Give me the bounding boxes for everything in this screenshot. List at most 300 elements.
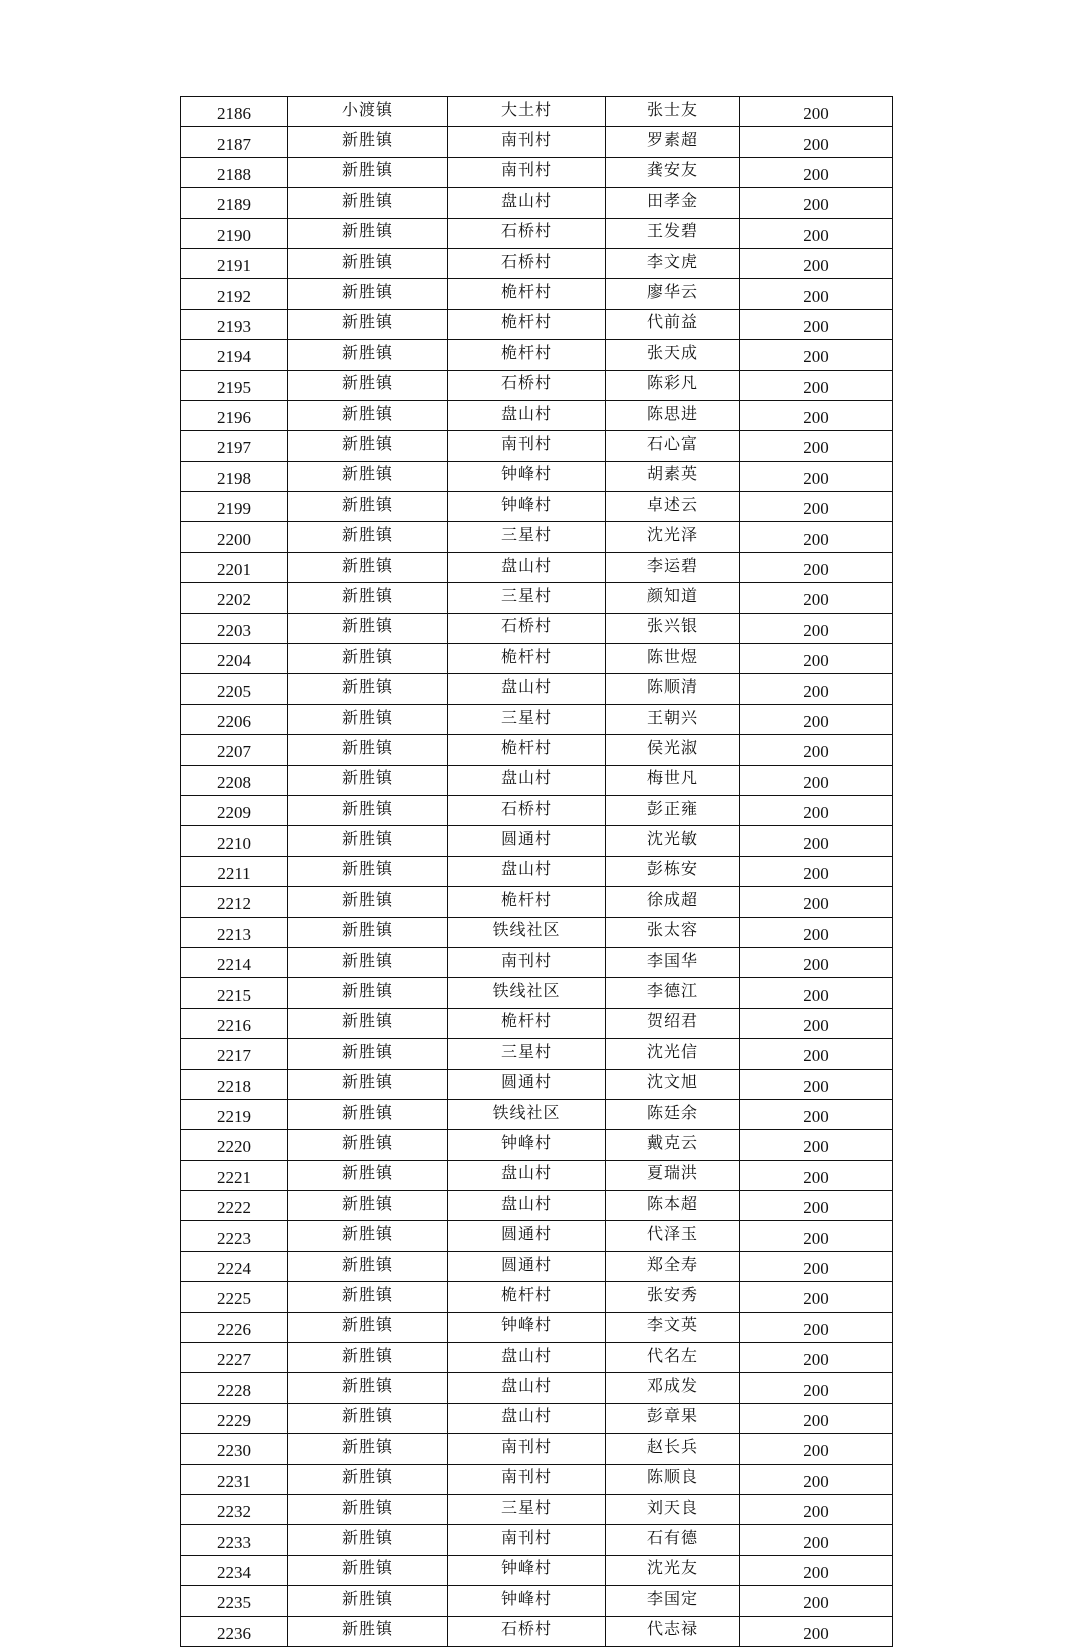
serial-number-cell: 2192: [181, 279, 288, 309]
name-cell: 李德江: [606, 978, 740, 1008]
village-cell: 盘山村: [448, 856, 606, 886]
table-row: [181, 1494, 893, 1524]
serial-number-cell: 2197: [181, 431, 288, 461]
amount-cell: 200: [740, 735, 893, 765]
village-cell: 钟峰村: [448, 461, 606, 491]
serial-number-cell: 2198: [181, 461, 288, 491]
table-row: [181, 340, 893, 370]
table-row: [181, 1191, 893, 1221]
village-cell: 南刊村: [448, 1525, 606, 1555]
table-row: [181, 613, 893, 643]
serial-number-cell: 2193: [181, 309, 288, 339]
table-row: [181, 856, 893, 886]
table-row: [181, 583, 893, 613]
serial-number-cell: 2219: [181, 1099, 288, 1129]
amount-cell: 200: [740, 248, 893, 278]
town-cell: 新胜镇: [288, 887, 448, 917]
village-cell: 盘山村: [448, 1160, 606, 1190]
serial-number-cell: 2224: [181, 1251, 288, 1281]
name-cell: 邓成发: [606, 1373, 740, 1403]
town-cell: 新胜镇: [288, 1008, 448, 1038]
town-cell: 新胜镇: [288, 644, 448, 674]
town-cell: 新胜镇: [288, 1099, 448, 1129]
village-cell: 桅杆村: [448, 340, 606, 370]
name-cell: 代泽玉: [606, 1221, 740, 1251]
table-row: [181, 1039, 893, 1069]
amount-cell: 200: [740, 461, 893, 491]
table-row: [181, 1403, 893, 1433]
village-cell: 盘山村: [448, 1343, 606, 1373]
amount-cell: 200: [740, 1586, 893, 1616]
table-row: [181, 492, 893, 522]
village-cell: 石桥村: [448, 1616, 606, 1646]
town-cell: 新胜镇: [288, 157, 448, 187]
amount-cell: 200: [740, 583, 893, 613]
serial-number-cell: 2221: [181, 1160, 288, 1190]
amount-cell: 200: [740, 765, 893, 795]
village-cell: 南刊村: [448, 431, 606, 461]
town-cell: 新胜镇: [288, 1434, 448, 1464]
town-cell: 新胜镇: [288, 370, 448, 400]
table-row: [181, 370, 893, 400]
name-cell: 胡素英: [606, 461, 740, 491]
village-cell: 圆通村: [448, 1221, 606, 1251]
village-cell: 铁线社区: [448, 978, 606, 1008]
town-cell: 小渡镇: [288, 97, 448, 127]
town-cell: 新胜镇: [288, 704, 448, 734]
village-cell: 桅杆村: [448, 1282, 606, 1312]
town-cell: 新胜镇: [288, 674, 448, 704]
serial-number-cell: 2187: [181, 127, 288, 157]
serial-number-cell: 2234: [181, 1555, 288, 1585]
amount-cell: 200: [740, 97, 893, 127]
serial-number-cell: 2232: [181, 1494, 288, 1524]
town-cell: 新胜镇: [288, 279, 448, 309]
roster-table: [180, 96, 893, 1647]
amount-cell: 200: [740, 1464, 893, 1494]
serial-number-cell: 2209: [181, 795, 288, 825]
town-cell: 新胜镇: [288, 127, 448, 157]
amount-cell: 200: [740, 1008, 893, 1038]
name-cell: 刘天良: [606, 1494, 740, 1524]
name-cell: 代志禄: [606, 1616, 740, 1646]
village-cell: 三星村: [448, 522, 606, 552]
serial-number-cell: 2227: [181, 1343, 288, 1373]
amount-cell: 200: [740, 887, 893, 917]
name-cell: 戴克云: [606, 1130, 740, 1160]
table-row: [181, 279, 893, 309]
name-cell: 夏瑞洪: [606, 1160, 740, 1190]
village-cell: 盘山村: [448, 1403, 606, 1433]
serial-number-cell: 2231: [181, 1464, 288, 1494]
serial-number-cell: 2235: [181, 1586, 288, 1616]
table-row: [181, 461, 893, 491]
village-cell: 盘山村: [448, 674, 606, 704]
amount-cell: 200: [740, 1069, 893, 1099]
name-cell: 卓述云: [606, 492, 740, 522]
village-cell: 桅杆村: [448, 309, 606, 339]
village-cell: 三星村: [448, 1494, 606, 1524]
amount-cell: 200: [740, 1251, 893, 1281]
town-cell: 新胜镇: [288, 735, 448, 765]
town-cell: 新胜镇: [288, 1616, 448, 1646]
village-cell: 南刊村: [448, 127, 606, 157]
name-cell: 侯光淑: [606, 735, 740, 765]
serial-number-cell: 2206: [181, 704, 288, 734]
amount-cell: 200: [740, 704, 893, 734]
table-row: [181, 1343, 893, 1373]
serial-number-cell: 2188: [181, 157, 288, 187]
town-cell: 新胜镇: [288, 188, 448, 218]
name-cell: 廖华云: [606, 279, 740, 309]
name-cell: 李文英: [606, 1312, 740, 1342]
table-row: [181, 644, 893, 674]
table-row: [181, 1130, 893, 1160]
village-cell: 钟峰村: [448, 1130, 606, 1160]
village-cell: 石桥村: [448, 613, 606, 643]
serial-number-cell: 2213: [181, 917, 288, 947]
table-row: [181, 947, 893, 977]
town-cell: 新胜镇: [288, 1039, 448, 1069]
serial-number-cell: 2218: [181, 1069, 288, 1099]
serial-number-cell: 2225: [181, 1282, 288, 1312]
amount-cell: 200: [740, 644, 893, 674]
town-cell: 新胜镇: [288, 1343, 448, 1373]
serial-number-cell: 2223: [181, 1221, 288, 1251]
amount-cell: 200: [740, 492, 893, 522]
name-cell: 颜知道: [606, 583, 740, 613]
table-row: [181, 522, 893, 552]
town-cell: 新胜镇: [288, 1555, 448, 1585]
amount-cell: 200: [740, 1343, 893, 1373]
serial-number-cell: 2196: [181, 400, 288, 430]
table-row: [181, 218, 893, 248]
amount-cell: 200: [740, 1039, 893, 1069]
village-cell: 铁线社区: [448, 917, 606, 947]
serial-number-cell: 2220: [181, 1130, 288, 1160]
serial-number-cell: 2210: [181, 826, 288, 856]
town-cell: 新胜镇: [288, 431, 448, 461]
town-cell: 新胜镇: [288, 552, 448, 582]
town-cell: 新胜镇: [288, 765, 448, 795]
amount-cell: 200: [740, 917, 893, 947]
serial-number-cell: 2199: [181, 492, 288, 522]
table-row: [181, 1616, 893, 1646]
village-cell: 钟峰村: [448, 1555, 606, 1585]
amount-cell: 200: [740, 978, 893, 1008]
village-cell: 石桥村: [448, 248, 606, 278]
village-cell: 圆通村: [448, 826, 606, 856]
name-cell: 代前益: [606, 309, 740, 339]
amount-cell: 200: [740, 1434, 893, 1464]
town-cell: 新胜镇: [288, 1282, 448, 1312]
amount-cell: 200: [740, 340, 893, 370]
serial-number-cell: 2203: [181, 613, 288, 643]
town-cell: 新胜镇: [288, 1191, 448, 1221]
town-cell: 新胜镇: [288, 400, 448, 430]
table-row: [181, 1069, 893, 1099]
amount-cell: 200: [740, 1221, 893, 1251]
town-cell: 新胜镇: [288, 583, 448, 613]
name-cell: 张兴银: [606, 613, 740, 643]
town-cell: 新胜镇: [288, 1494, 448, 1524]
village-cell: 桅杆村: [448, 644, 606, 674]
amount-cell: 200: [740, 1494, 893, 1524]
roster-table-body: [181, 97, 893, 1647]
table-row: [181, 400, 893, 430]
town-cell: 新胜镇: [288, 856, 448, 886]
amount-cell: 200: [740, 127, 893, 157]
name-cell: 代名左: [606, 1343, 740, 1373]
name-cell: 陈顺清: [606, 674, 740, 704]
name-cell: 石心富: [606, 431, 740, 461]
amount-cell: 200: [740, 947, 893, 977]
table-row: [181, 1221, 893, 1251]
village-cell: 钟峰村: [448, 492, 606, 522]
town-cell: 新胜镇: [288, 1525, 448, 1555]
town-cell: 新胜镇: [288, 340, 448, 370]
amount-cell: 200: [740, 674, 893, 704]
amount-cell: 200: [740, 1130, 893, 1160]
amount-cell: 200: [740, 826, 893, 856]
amount-cell: 200: [740, 1312, 893, 1342]
table-row: [181, 157, 893, 187]
table-row: [181, 1464, 893, 1494]
town-cell: 新胜镇: [288, 917, 448, 947]
name-cell: 李文虎: [606, 248, 740, 278]
town-cell: 新胜镇: [288, 1373, 448, 1403]
name-cell: 李国定: [606, 1586, 740, 1616]
town-cell: 新胜镇: [288, 1160, 448, 1190]
serial-number-cell: 2201: [181, 552, 288, 582]
village-cell: 大土村: [448, 97, 606, 127]
serial-number-cell: 2211: [181, 856, 288, 886]
serial-number-cell: 2208: [181, 765, 288, 795]
town-cell: 新胜镇: [288, 522, 448, 552]
name-cell: 李运碧: [606, 552, 740, 582]
serial-number-cell: 2233: [181, 1525, 288, 1555]
name-cell: 彭章果: [606, 1403, 740, 1433]
town-cell: 新胜镇: [288, 1069, 448, 1099]
serial-number-cell: 2236: [181, 1616, 288, 1646]
village-cell: 南刊村: [448, 1464, 606, 1494]
town-cell: 新胜镇: [288, 613, 448, 643]
amount-cell: 200: [740, 795, 893, 825]
village-cell: 圆通村: [448, 1069, 606, 1099]
table-row: [181, 1373, 893, 1403]
serial-number-cell: 2229: [181, 1403, 288, 1433]
name-cell: 陈彩凡: [606, 370, 740, 400]
village-cell: 盘山村: [448, 400, 606, 430]
village-cell: 盘山村: [448, 1191, 606, 1221]
name-cell: 张士友: [606, 97, 740, 127]
table-row: [181, 795, 893, 825]
amount-cell: 200: [740, 431, 893, 461]
table-row: [181, 1586, 893, 1616]
table-row: [181, 97, 893, 127]
serial-number-cell: 2228: [181, 1373, 288, 1403]
town-cell: 新胜镇: [288, 1586, 448, 1616]
table-row: [181, 735, 893, 765]
name-cell: 龚安友: [606, 157, 740, 187]
table-row: [181, 309, 893, 339]
table-row: [181, 765, 893, 795]
serial-number-cell: 2204: [181, 644, 288, 674]
serial-number-cell: 2190: [181, 218, 288, 248]
village-cell: 桅杆村: [448, 887, 606, 917]
name-cell: 张太容: [606, 917, 740, 947]
village-cell: 桅杆村: [448, 279, 606, 309]
amount-cell: 200: [740, 309, 893, 339]
amount-cell: 200: [740, 400, 893, 430]
town-cell: 新胜镇: [288, 795, 448, 825]
village-cell: 钟峰村: [448, 1312, 606, 1342]
amount-cell: 200: [740, 1525, 893, 1555]
name-cell: 沈文旭: [606, 1069, 740, 1099]
town-cell: 新胜镇: [288, 1312, 448, 1342]
name-cell: 沈光友: [606, 1555, 740, 1585]
name-cell: 罗素超: [606, 127, 740, 157]
serial-number-cell: 2214: [181, 947, 288, 977]
table-row: [181, 1008, 893, 1038]
amount-cell: 200: [740, 1373, 893, 1403]
serial-number-cell: 2216: [181, 1008, 288, 1038]
serial-number-cell: 2230: [181, 1434, 288, 1464]
amount-cell: 200: [740, 1282, 893, 1312]
table-row: [181, 674, 893, 704]
table-row: [181, 552, 893, 582]
name-cell: 贺绍君: [606, 1008, 740, 1038]
serial-number-cell: 2212: [181, 887, 288, 917]
town-cell: 新胜镇: [288, 492, 448, 522]
town-cell: 新胜镇: [288, 947, 448, 977]
village-cell: 石桥村: [448, 370, 606, 400]
town-cell: 新胜镇: [288, 1251, 448, 1281]
amount-cell: 200: [740, 218, 893, 248]
table-row: [181, 127, 893, 157]
name-cell: 陈思进: [606, 400, 740, 430]
name-cell: 赵长兵: [606, 1434, 740, 1464]
name-cell: 张安秀: [606, 1282, 740, 1312]
name-cell: 郑全寿: [606, 1251, 740, 1281]
amount-cell: 200: [740, 1555, 893, 1585]
amount-cell: 200: [740, 279, 893, 309]
serial-number-cell: 2189: [181, 188, 288, 218]
village-cell: 盘山村: [448, 765, 606, 795]
village-cell: 钟峰村: [448, 1586, 606, 1616]
name-cell: 徐成超: [606, 887, 740, 917]
town-cell: 新胜镇: [288, 978, 448, 1008]
amount-cell: 200: [740, 856, 893, 886]
village-cell: 盘山村: [448, 188, 606, 218]
name-cell: 李国华: [606, 947, 740, 977]
town-cell: 新胜镇: [288, 1403, 448, 1433]
town-cell: 新胜镇: [288, 1221, 448, 1251]
village-cell: 石桥村: [448, 795, 606, 825]
amount-cell: 200: [740, 1099, 893, 1129]
village-cell: 铁线社区: [448, 1099, 606, 1129]
name-cell: 陈本超: [606, 1191, 740, 1221]
village-cell: 石桥村: [448, 218, 606, 248]
table-row: [181, 704, 893, 734]
village-cell: 桅杆村: [448, 735, 606, 765]
name-cell: 梅世凡: [606, 765, 740, 795]
amount-cell: 200: [740, 188, 893, 218]
name-cell: 彭正雍: [606, 795, 740, 825]
table-row: [181, 1160, 893, 1190]
name-cell: 陈廷余: [606, 1099, 740, 1129]
serial-number-cell: 2222: [181, 1191, 288, 1221]
serial-number-cell: 2194: [181, 340, 288, 370]
name-cell: 陈顺良: [606, 1464, 740, 1494]
serial-number-cell: 2207: [181, 735, 288, 765]
name-cell: 沈光信: [606, 1039, 740, 1069]
amount-cell: 200: [740, 1191, 893, 1221]
name-cell: 石有德: [606, 1525, 740, 1555]
table-row: [181, 1282, 893, 1312]
serial-number-cell: 2217: [181, 1039, 288, 1069]
table-row: [181, 887, 893, 917]
amount-cell: 200: [740, 1160, 893, 1190]
name-cell: 田孝金: [606, 188, 740, 218]
serial-number-cell: 2205: [181, 674, 288, 704]
table-row: [181, 248, 893, 278]
table-row: [181, 1434, 893, 1464]
table-row: [181, 1555, 893, 1585]
amount-cell: 200: [740, 370, 893, 400]
serial-number-cell: 2191: [181, 248, 288, 278]
town-cell: 新胜镇: [288, 248, 448, 278]
amount-cell: 200: [740, 1616, 893, 1646]
amount-cell: 200: [740, 1403, 893, 1433]
serial-number-cell: 2186: [181, 97, 288, 127]
town-cell: 新胜镇: [288, 461, 448, 491]
table-row: [181, 188, 893, 218]
name-cell: 张天成: [606, 340, 740, 370]
village-cell: 桅杆村: [448, 1008, 606, 1038]
village-cell: 三星村: [448, 704, 606, 734]
table-row: [181, 431, 893, 461]
name-cell: 王朝兴: [606, 704, 740, 734]
village-cell: 盘山村: [448, 552, 606, 582]
village-cell: 三星村: [448, 1039, 606, 1069]
table-row: [181, 1251, 893, 1281]
name-cell: 王发碧: [606, 218, 740, 248]
amount-cell: 200: [740, 552, 893, 582]
village-cell: 盘山村: [448, 1373, 606, 1403]
town-cell: 新胜镇: [288, 1464, 448, 1494]
serial-number-cell: 2202: [181, 583, 288, 613]
table-row: [181, 978, 893, 1008]
serial-number-cell: 2200: [181, 522, 288, 552]
table-row: [181, 1525, 893, 1555]
table-row: [181, 1099, 893, 1129]
amount-cell: 200: [740, 522, 893, 552]
village-cell: 南刊村: [448, 157, 606, 187]
table-row: [181, 1312, 893, 1342]
town-cell: 新胜镇: [288, 218, 448, 248]
town-cell: 新胜镇: [288, 826, 448, 856]
table-row: [181, 826, 893, 856]
town-cell: 新胜镇: [288, 309, 448, 339]
name-cell: 彭栋安: [606, 856, 740, 886]
amount-cell: 200: [740, 157, 893, 187]
name-cell: 沈光敏: [606, 826, 740, 856]
serial-number-cell: 2226: [181, 1312, 288, 1342]
village-cell: 南刊村: [448, 947, 606, 977]
village-cell: 三星村: [448, 583, 606, 613]
village-cell: 南刊村: [448, 1434, 606, 1464]
